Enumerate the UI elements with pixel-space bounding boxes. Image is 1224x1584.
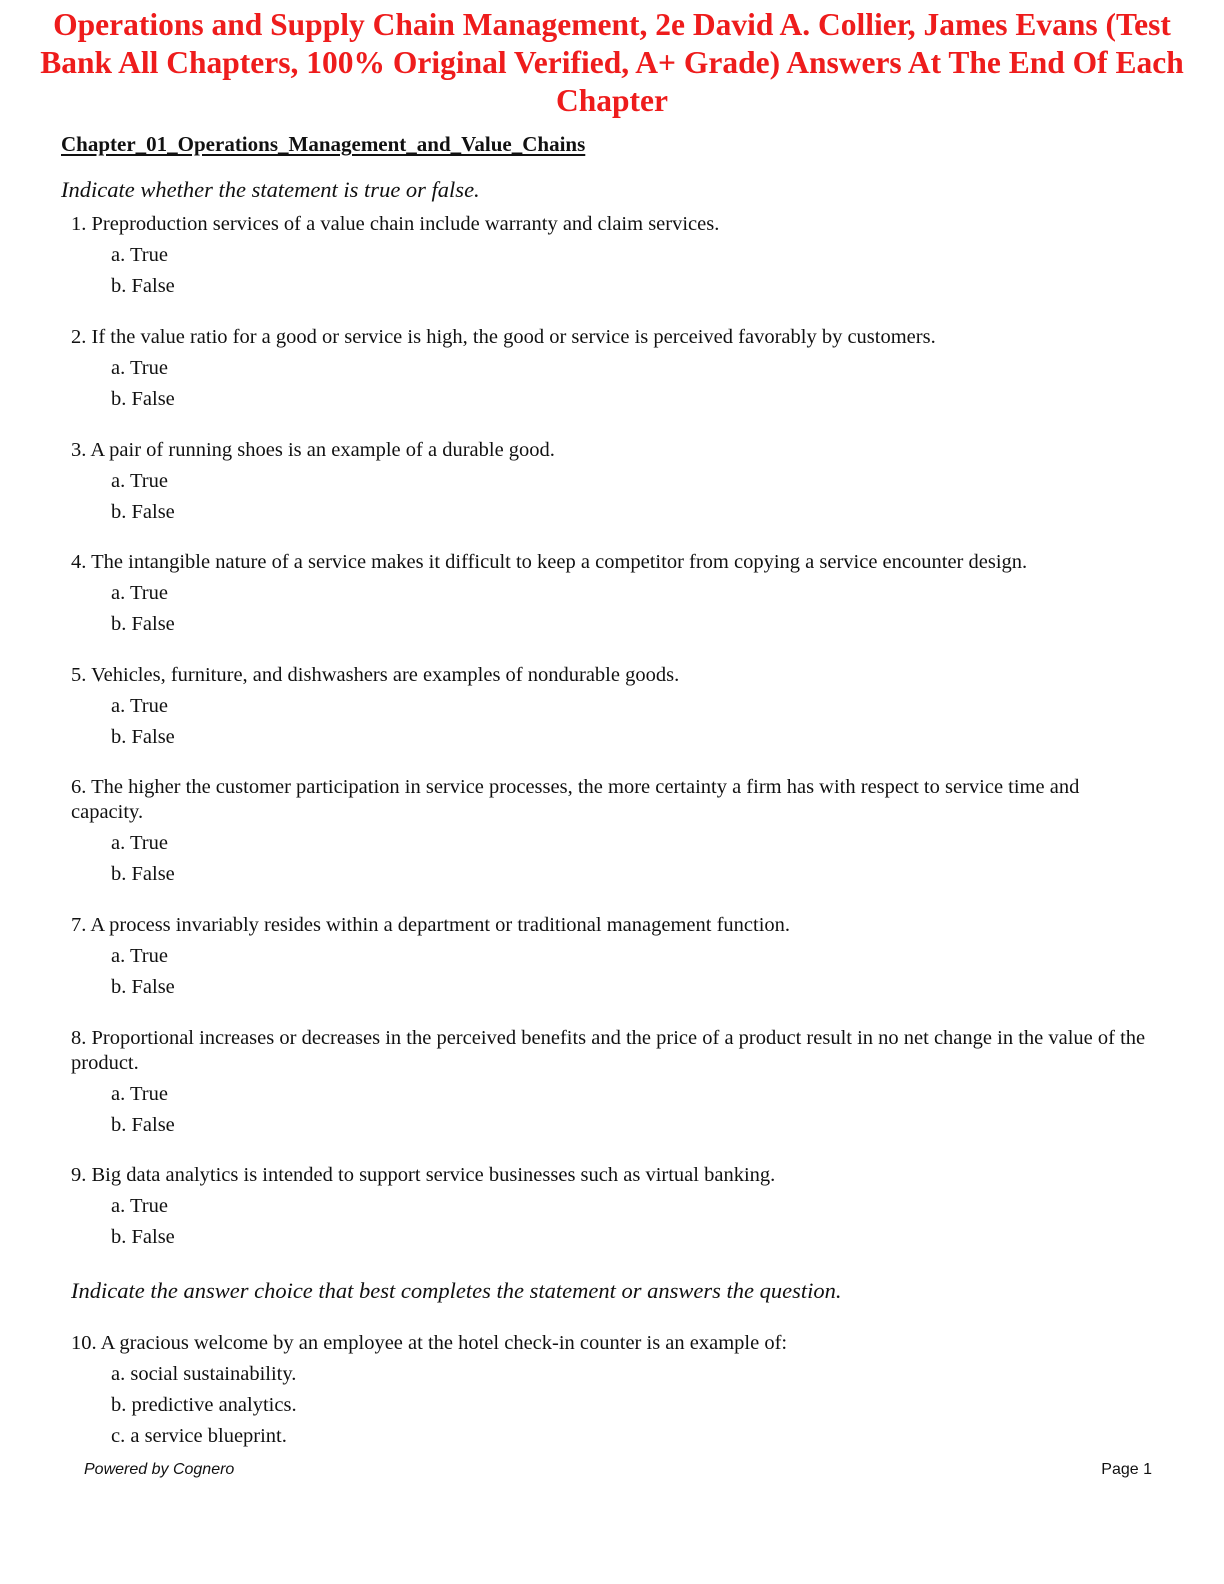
answer-options xyxy=(71,469,1151,525)
question-stem: 4. The intangible nature of a service makes it difficult to keep a competitor from copying a service encounter design. xyxy=(71,551,1028,573)
question-1 xyxy=(71,212,1151,299)
answer-option: b. False xyxy=(111,976,175,998)
answer-option: b. False xyxy=(111,388,175,410)
chapter-heading: Chapter_01_Operations_Management_and_Value_Chains xyxy=(61,132,586,156)
answer-option: a. True xyxy=(111,357,168,379)
answer-options xyxy=(71,694,1151,750)
question-3 xyxy=(71,438,1151,525)
answer-option: a. True xyxy=(111,945,168,967)
answer-option: b. predictive analytics. xyxy=(111,1394,297,1416)
answer-option: b. False xyxy=(111,1226,175,1248)
question-7 xyxy=(71,913,1151,1000)
question-stem: 10. A gracious welcome by an employee at the hotel check-in counter is an example of: xyxy=(71,1332,788,1354)
answer-option: b. False xyxy=(111,501,175,523)
question-stem: 2. If the value ratio for a good or service is high, the good or service is perceived favorably by customers. xyxy=(71,326,936,348)
question-stem: 3. A pair of running shoes is an example of a durable good. xyxy=(71,439,555,461)
question-stem: 9. Big data analytics is intended to support service businesses such as virtual banking. xyxy=(71,1164,776,1186)
answer-option: b. False xyxy=(111,726,175,748)
section-instruction-multiple-choice: Indicate the answer choice that best completes the statement or answers the question. xyxy=(71,1278,842,1303)
answer-option: a. True xyxy=(111,582,168,604)
question-4 xyxy=(71,550,1151,637)
answer-option: a. social sustainability. xyxy=(111,1363,297,1385)
answer-option: a. True xyxy=(111,1083,168,1105)
answer-options xyxy=(71,831,1151,887)
answer-options xyxy=(71,356,1151,412)
answer-option: b. False xyxy=(111,613,175,635)
question-9 xyxy=(71,1163,1151,1250)
question-stem: 7. A process invariably resides within a department or traditional management function. xyxy=(71,914,791,936)
page-number: Page 1 xyxy=(1101,1461,1152,1478)
question-8 xyxy=(71,1026,1151,1138)
powered-by-footer: Powered by Cognero xyxy=(84,1461,235,1478)
answer-option: a. True xyxy=(111,244,168,266)
answer-options xyxy=(71,243,1151,299)
question-10 xyxy=(71,1331,1151,1449)
answer-options xyxy=(71,944,1151,1000)
section-instruction-true-false: Indicate whether the statement is true or false. xyxy=(61,177,480,202)
answer-option: a. True xyxy=(111,470,168,492)
page-title: Operations and Supply Chain Management, 2e David A. Collier, James Evans (Test Bank All Chapters, 100% Original Verified, A+ Grade) Answers At The End Of Each Chapter xyxy=(40,7,1184,118)
answer-option: b. False xyxy=(111,863,175,885)
question-6 xyxy=(71,775,1151,887)
question-5 xyxy=(71,663,1151,750)
question-stem: 5. Vehicles, furniture, and dishwashers are examples of nondurable goods. xyxy=(71,664,680,686)
answer-option: a. True xyxy=(111,695,168,717)
answer-option: c. a service blueprint. xyxy=(111,1425,287,1447)
answer-options xyxy=(71,1194,1151,1250)
question-stem: 8. Proportional increases or decreases in the perceived benefits and the price of a product result in no net change in the value of the product. xyxy=(71,1027,1146,1074)
answer-options xyxy=(71,581,1151,637)
answer-option: a. True xyxy=(111,1195,168,1217)
answer-option: b. False xyxy=(111,275,175,297)
answer-options xyxy=(71,1362,1151,1449)
question-stem: 1. Preproduction services of a value chain include warranty and claim services. xyxy=(71,213,720,235)
question-2 xyxy=(71,325,1151,412)
answer-option: a. True xyxy=(111,832,168,854)
question-stem: 6. The higher the customer participation in service processes, the more certainty a firm has with respect to service time and capacity. xyxy=(71,776,1080,823)
answer-options xyxy=(71,1082,1151,1138)
answer-option: b. False xyxy=(111,1114,175,1136)
